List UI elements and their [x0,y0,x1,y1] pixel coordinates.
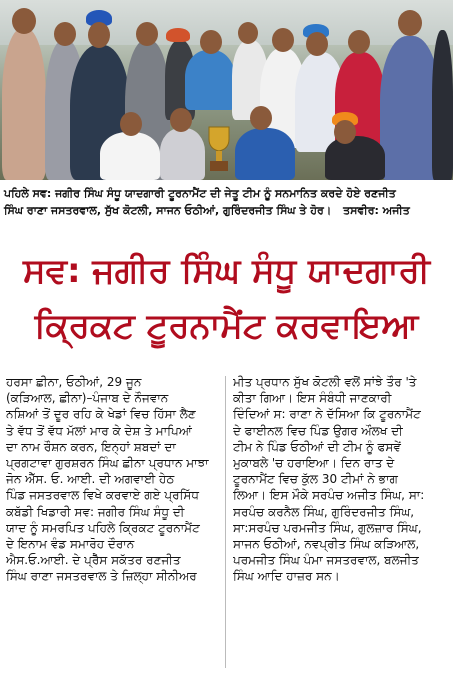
article-line: ਦਾ ਨਾਮ ਰੌਸ਼ਨ ਕਰਨ, ਇਨ੍ਹਾਂ ਸ਼ਬਦਾਂ ਦਾ [6,439,176,454]
article-line: ਦੇ ਇਨਾਮ ਵੰਡ ਸਮਾਰੋਹ ਦੌਰਾਨ [6,537,135,552]
caption-line [4,202,449,219]
person-silhouette [2,28,46,180]
article-line: ਕੀਤਾ ਗਿਆ। ਇਸ ਸੰਬੰਧੀ ਜਾਣਕਾਰੀ [233,391,392,406]
person-head [334,120,356,144]
column-divider [225,376,226,668]
person-silhouette [325,136,385,180]
article-line: ਪ੍ਰਗਟਾਵਾ ਗੁਰਸ਼ਰਨ ਸਿੰਘ ਛੀਨਾ ਪ੍ਰਧਾਨ ਮਾਝਾ [6,456,209,471]
person-silhouette [160,128,205,180]
person-head [136,22,158,46]
article-line: ਲਿਆ। ਇਸ ਮੌਕੇ ਸਰਪੰਚ ਅਜੀਤ ਸਿੰਘ, ਸਾ: [233,488,425,503]
person-silhouette [100,132,160,180]
person-head [348,30,370,54]
article-line: ਕਬੱਡੀ ਖਿਡਾਰੀ ਸਵ: ਜਗੀਰ ਸਿੰਘ ਸੰਧੂ ਦੀ [6,504,185,519]
person-silhouette [432,30,453,180]
article-line: (ਕੜਿਆਲ, ਛੀਨਾ)–ਪੰਜਾਬ ਦੇ ਨੌਜਵਾਨ [6,391,169,406]
trophy-icon [205,125,233,173]
article-line: ਮੁਕਾਬਲੇ 'ਚ ਹਰਾਇਆ। ਦਿਨ ਰਾਤ ਦੇ [233,456,395,471]
person-silhouette [185,50,235,110]
turban [166,28,190,42]
headline-line-2: ਕ੍ਰਿਕਟ ਟੂਰਨਾਮੈਂਟ ਕਰਵਾਇਆ [34,306,419,346]
article-line: ਤੇ ਵੱਧ ਤੋਂ ਵੱਧ ਮੱਲਾਂ ਮਾਰ ਕੇ ਦੇਸ਼ ਤੇ ਮਾਪਿਆਂ [6,423,192,438]
headline-line-1: ਸਵ: ਜਗੀਰ ਸਿੰਘ ਸੰਧੂ ਯਾਦਗਾਰੀ [23,251,430,291]
person-head [54,22,76,46]
caption-line: ਪਹਿਲੇ ਸਵ: ਜਗੀਰ ਸਿੰਘ ਸੰਧੂ ਯਾਦਗਾਰੀ ਟੂਰਨਾਮੈਂਟ ਦੀ ਜੇਤੂ ਟੀਮ ਨੂੰ ਸਨਮਾਨਿਤ ਕਰਦੇ ਹੋਏ ਰਣਜੀਤ [4,187,396,200]
article-line: ਸਰਪੰਚ ਕਰਨੈਲ ਸਿੰਘ, ਗੁਰਿੰਦਰਜੀਤ ਸਿੰਘ, [233,504,415,519]
article-line: ਸਾਜਨ ਓਠੀਆਂ, ਨਵਪ੍ਰੀਤ ਸਿੰਘ ਕੜਿਆਲ, [233,537,420,552]
article-line: ਹਰਸਾ ਛੀਨਾ, ਓਠੀਆਂ, 29 ਜੂਨ [6,375,142,389]
article-line: ਜੋਨ ਐੱਸ. ਓ. ਆਈ. ਦੀ ਅਗਵਾਈ ਹੇਠ [6,472,175,487]
person-head [88,22,110,48]
article-line: ਮੀਤ ਪ੍ਰਧਾਨ ਸੁੱਖ ਕੋਟਲੀ ਵਲੋਂ ਸਾਂਝੇ ਤੌਰ 'ਤੇ [233,375,417,389]
caption-line-text: ਸਿੰਘ ਰਾਣਾ ਜਸਤਰਵਾਲ, ਸੁੱਖ ਕੋਟਲੀ, ਸਾਜਨ ਓਠੀਆਂ, ਗੁਰਿੰਦਰਜੀਤ ਸਿੰਘ ਤੇ ਹੋਰ। [4,204,332,217]
person-head [238,22,258,44]
article-line: ਟੀਮ ਨੇ ਪਿੰਡ ਓਠੀਆਂ ਦੀ ਟੀਮ ਨੂੰ ਫਸਵੇਂ [233,439,401,454]
team-photo [0,0,453,180]
photo-caption [4,185,449,219]
article-line: ਐਸ.ਓ.ਆਈ. ਦੇ ਪ੍ਰੈੱਸ ਸਕੱਤਰ ਰਣਜੀਤ [6,553,181,568]
article-line: ਪਿੰਡ ਜਸਤਰਵਾਲ ਵਿਖੇ ਕਰਵਾਏ ਗਏ ਪ੍ਰਸਿੱਧ [6,488,199,503]
photo-credit: ਤਸਵੀਰ: ਅਜੀਤ [343,204,410,217]
article-column-right [233,374,447,585]
person-head [250,106,272,130]
person-head [12,8,36,34]
article-line: ਸਾ:ਸਰਪੰਚ ਪਰਮਜੀਤ ਸਿੰਘ, ਗੁਲਜ਼ਾਰ ਸਿੰਘ, [233,520,422,535]
person-head [398,10,422,36]
person-head [120,112,142,136]
person-silhouette [235,128,295,180]
person-silhouette [380,36,440,180]
person-head [170,108,192,132]
person-head [306,32,328,56]
article-line: ਦਿੰਦਿਆਂ ਸ: ਰਾਣਾ ਨੇ ਦੱਸਿਆ ਕਿ ਟੂਰਨਾਮੈਂਟ [233,407,421,422]
article-line: ਯਾਦ ਨੂੰ ਸਮਰਪਿਤ ਪਹਿਲੇ ਕ੍ਰਿਕਟ ਟੂਰਨਾਮੈਂਟ [6,520,200,535]
article-line: ਸਿੰਘ ਆਦਿ ਹਾਜ਼ਰ ਸਨ। [233,569,340,584]
article-line: ਟੂਰਨਾਮੈਂਟ ਵਿਚ ਕੁੱਲ 30 ਟੀਮਾਂ ਨੇ ਭਾਗ [233,472,398,487]
article-line: ਦੇ ਫਾਈਨਲ ਵਿਚ ਪਿੰਡ ਉਗਰ ਔਲਖ ਦੀ [233,423,403,438]
article-line: ਨਸ਼ਿਆਂ ਤੋਂ ਦੂਰ ਰਹਿ ਕੇ ਖੇਡਾਂ ਵਿਚ ਹਿੱਸਾ ਲੈਣ [6,407,196,422]
article-line: ਪਰਮਜੀਤ ਸਿੰਘ ਪੰਮਾ ਜਸਤਰਵਾਲ, ਬਲਜੀਤ [233,553,419,568]
article-column-left [6,374,218,585]
article-line: ਸਿੰਘ ਰਾਣਾ ਜਸਤਰਵਾਲ ਤੇ ਜ਼ਿਲ੍ਹਾ ਸੀਨੀਅਰ [6,569,197,584]
person-head [272,28,294,52]
person-head [200,30,222,54]
